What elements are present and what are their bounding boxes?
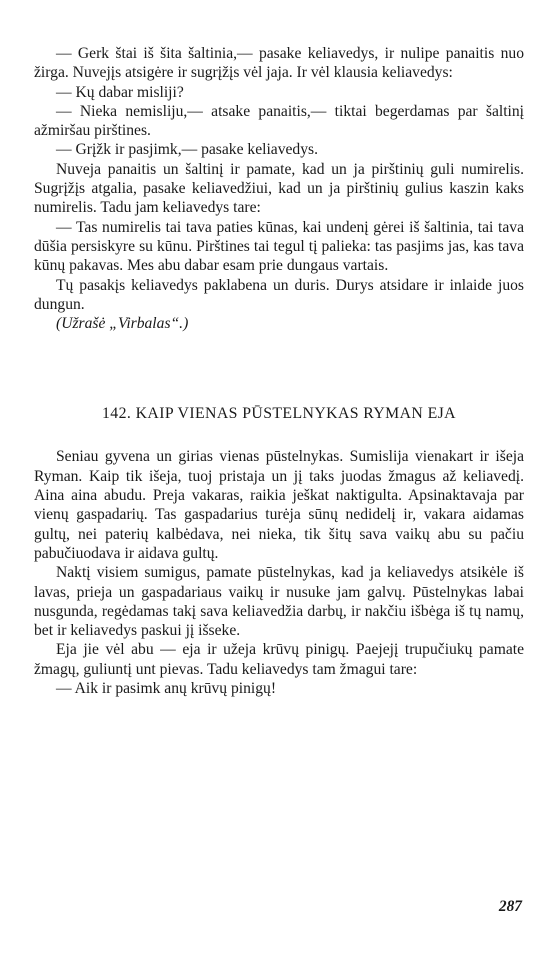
paragraph: — Aik ir pasimk anų krūvų pinigų! [56,680,277,698]
source-note: (Užrašė „Virbalas“.) [56,315,189,333]
paragraph: Seniau gyvena un girias vienas pūstelnykas. Sumislija vienakart ir išeja Ryman. Kaip tik išeja, tuoj pristaja un jį taks juodas žmagus až keliavedį. Aina aina abudu. Preja vakaras, raikia ješkat naktigulta. Apsinaktavaja par vienų gaspadarių. Tas gaspadarius turėja sūnų nedidelį ir, vakara aidamas gultų, nei paterių kalbėdava, nei nieka, tik šitų sava vaikų abu su pačiu pabučiuodava ir aidava gultų. [34,448,524,562]
paragraph: Tų pasakįs keliavedys paklabena un duris. Durys atsidare ir inlaide juos dungun. [34,276,524,313]
paragraph: — Kų dabar misliji? [56,83,184,101]
paragraph: — Grįžk ir pasjimk,— pasake keliavedys. [56,141,318,159]
paragraph: — Gerk štai iš šita šaltinia,— pasake keliavedys, ir nulipe panaitis nuo žirga. Nuvejįs atsigėre ir sugrįžįs vėl jaja. Ir vėl klausia keliavedys: [34,45,524,82]
paragraph: Eja jie vėl abu — eja ir užeja krūvų pinigų. Paejejį trupučiukų pamate žmagų, guliuntį unt pievas. Tadu keliavedys tam žmagui tare: [34,641,524,678]
paragraph: — Tas numirelis tai tava paties kūnas, kai undenį gėrei iš šaltinia, tai tava dūšia persiskyre su kūnu. Pirštines tai tegul tį palieka: tas pasjims jas, kas tava kūnų pakavas. Mes abu dabar esam prie dungaus vartais. [34,218,524,275]
story-ending [34,44,524,333]
paragraph: Naktį visiem sumigus, pamate pūstelnykas, kad ja keliavedys atsikėle iš lavas, prieja un gaspadariaus vaikų ir nusuke jam galvų. Pūstelnykas labai nusgunda, regėdamas takį sava keliavedžia darbų, ir nakčiu išbėga iš tų namų, bet ir keliavedys paskui jį išseke. [34,564,524,640]
story-body [34,447,524,698]
paragraph: Nuveja panaitis un šaltinį ir pamate, kad un ja pirštinių guli numirelis. Sugrįžįs atgalia, pasake keliavedžiui, kad un ja pirštinių gulius kaszin kaks numirelis. Tadu jam keliavedys tare: [34,160,524,217]
story-heading: 142. KAIP VIENAS PŪSTELNYKAS RYMAN EJA [102,405,456,423]
page-number: 287 [498,898,522,915]
paragraph: — Nieka nemisliju,— atsake panaitis,— tiktai begerdamas par šaltinį ažmiršau pirštines. [34,102,524,140]
